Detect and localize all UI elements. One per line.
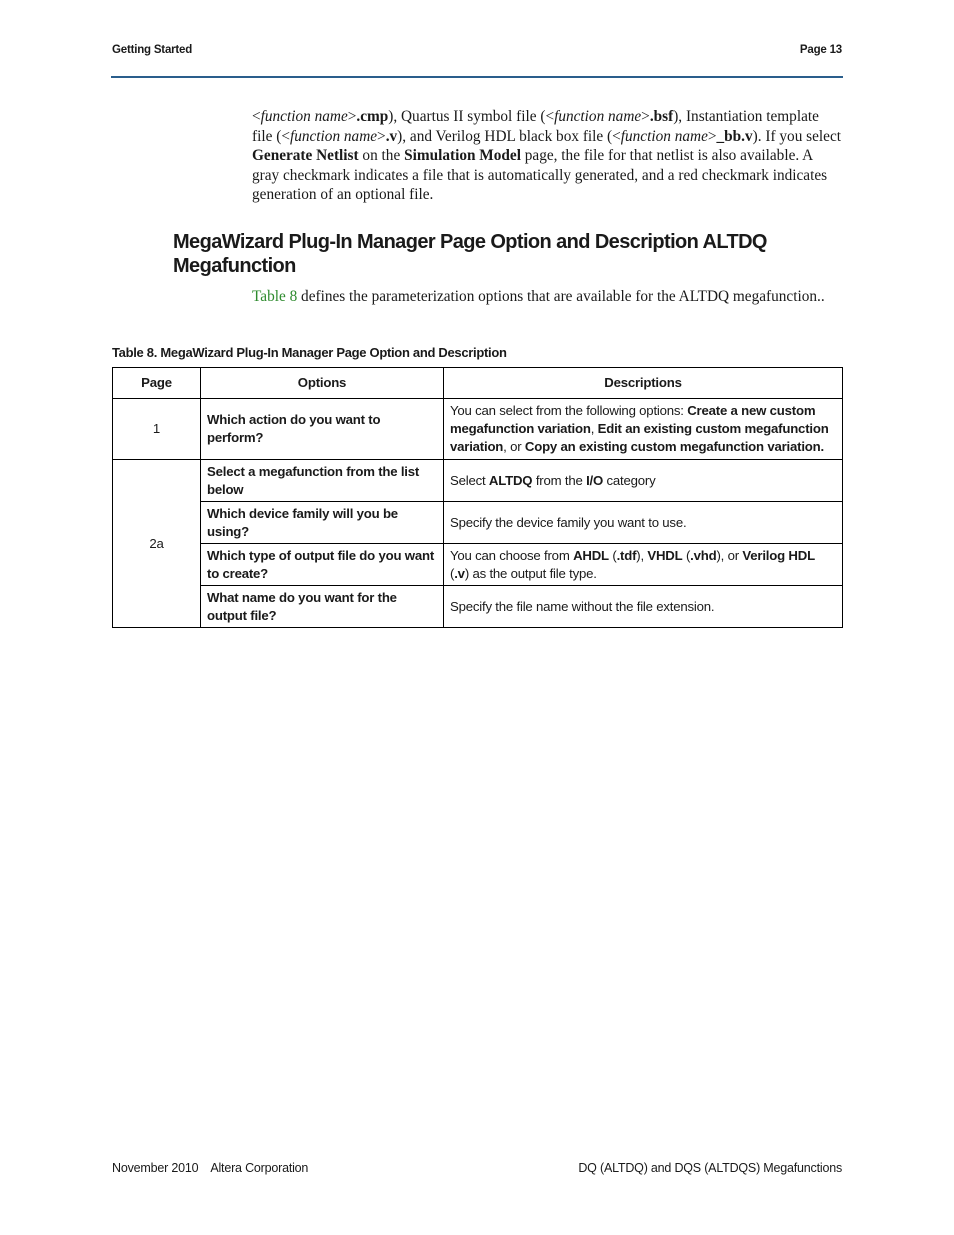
option-cell: Which action do you want to perform? — [201, 399, 444, 460]
table-intro-paragraph: Table 8 defines the parameterization options that are available for the ALTDQ megafunction.. — [252, 288, 825, 305]
options-table — [112, 367, 843, 628]
description-cell: You can choose from AHDL (.tdf), VHDL (.vhd), or Verilog HDL (.v) as the output file type. — [444, 544, 843, 586]
option-cell: Which device family will you be using? — [201, 502, 444, 544]
page-header — [112, 42, 842, 62]
description-cell: You can select from the following options: Create a new custom megafunction variation, Edit an existing custom megafunction variation, or Copy an existing custom megafunction variation. — [444, 399, 843, 460]
footer-date: November 2010 — [112, 1161, 199, 1175]
header-page-number: Page 13 — [799, 44, 842, 56]
intro-paragraph: <function name>.cmp), Quartus II symbol file (<function name>.bsf), Instantiation template file (<function name>.v), and Verilog HDL black box file (<function name>_bb.v). If you select Generate Netlist on the Simulation Model page, the file for that netlist is also available. A gray checkmark indicates a file that is automatically generated, and a red checkmark indicates generation of an optional file. — [252, 108, 842, 204]
section-heading: MegaWizard Plug-In Manager Page Option and Description ALTDQ Megafunction — [173, 231, 767, 277]
table-8-link[interactable]: Table 8 — [252, 288, 298, 305]
header-page: Page — [113, 368, 201, 399]
option-cell: What name do you want for the output file? — [201, 586, 444, 628]
table-row — [113, 460, 843, 502]
table-row — [113, 544, 843, 586]
option-cell: Which type of output file do you want to create? — [201, 544, 444, 586]
page-footer — [112, 1161, 842, 1175]
description-cell: Specify the file name without the file extension. — [444, 586, 843, 628]
footer-document-title: DQ (ALTDQ) and DQS (ALTDQS) Megafunctions — [578, 1161, 842, 1175]
header-section-title: Getting Started — [112, 44, 193, 56]
description-cell: Select ALTDQ from the I/O category — [444, 460, 843, 502]
table-header-row — [113, 368, 843, 399]
table-row — [113, 586, 843, 628]
header-options: Options — [201, 368, 444, 399]
page-cell: 1 — [113, 399, 201, 460]
header-descriptions: Descriptions — [444, 368, 843, 399]
page-cell: 2a — [113, 460, 201, 628]
option-cell: Select a megafunction from the list below — [201, 460, 444, 502]
description-cell: Specify the device family you want to use. — [444, 502, 843, 544]
header-rule — [111, 76, 843, 78]
table-row — [113, 399, 843, 460]
table-row — [113, 502, 843, 544]
footer-company: Altera Corporation — [210, 1161, 309, 1175]
table-caption: Table 8. MegaWizard Plug-In Manager Page Option and Description — [112, 345, 507, 360]
